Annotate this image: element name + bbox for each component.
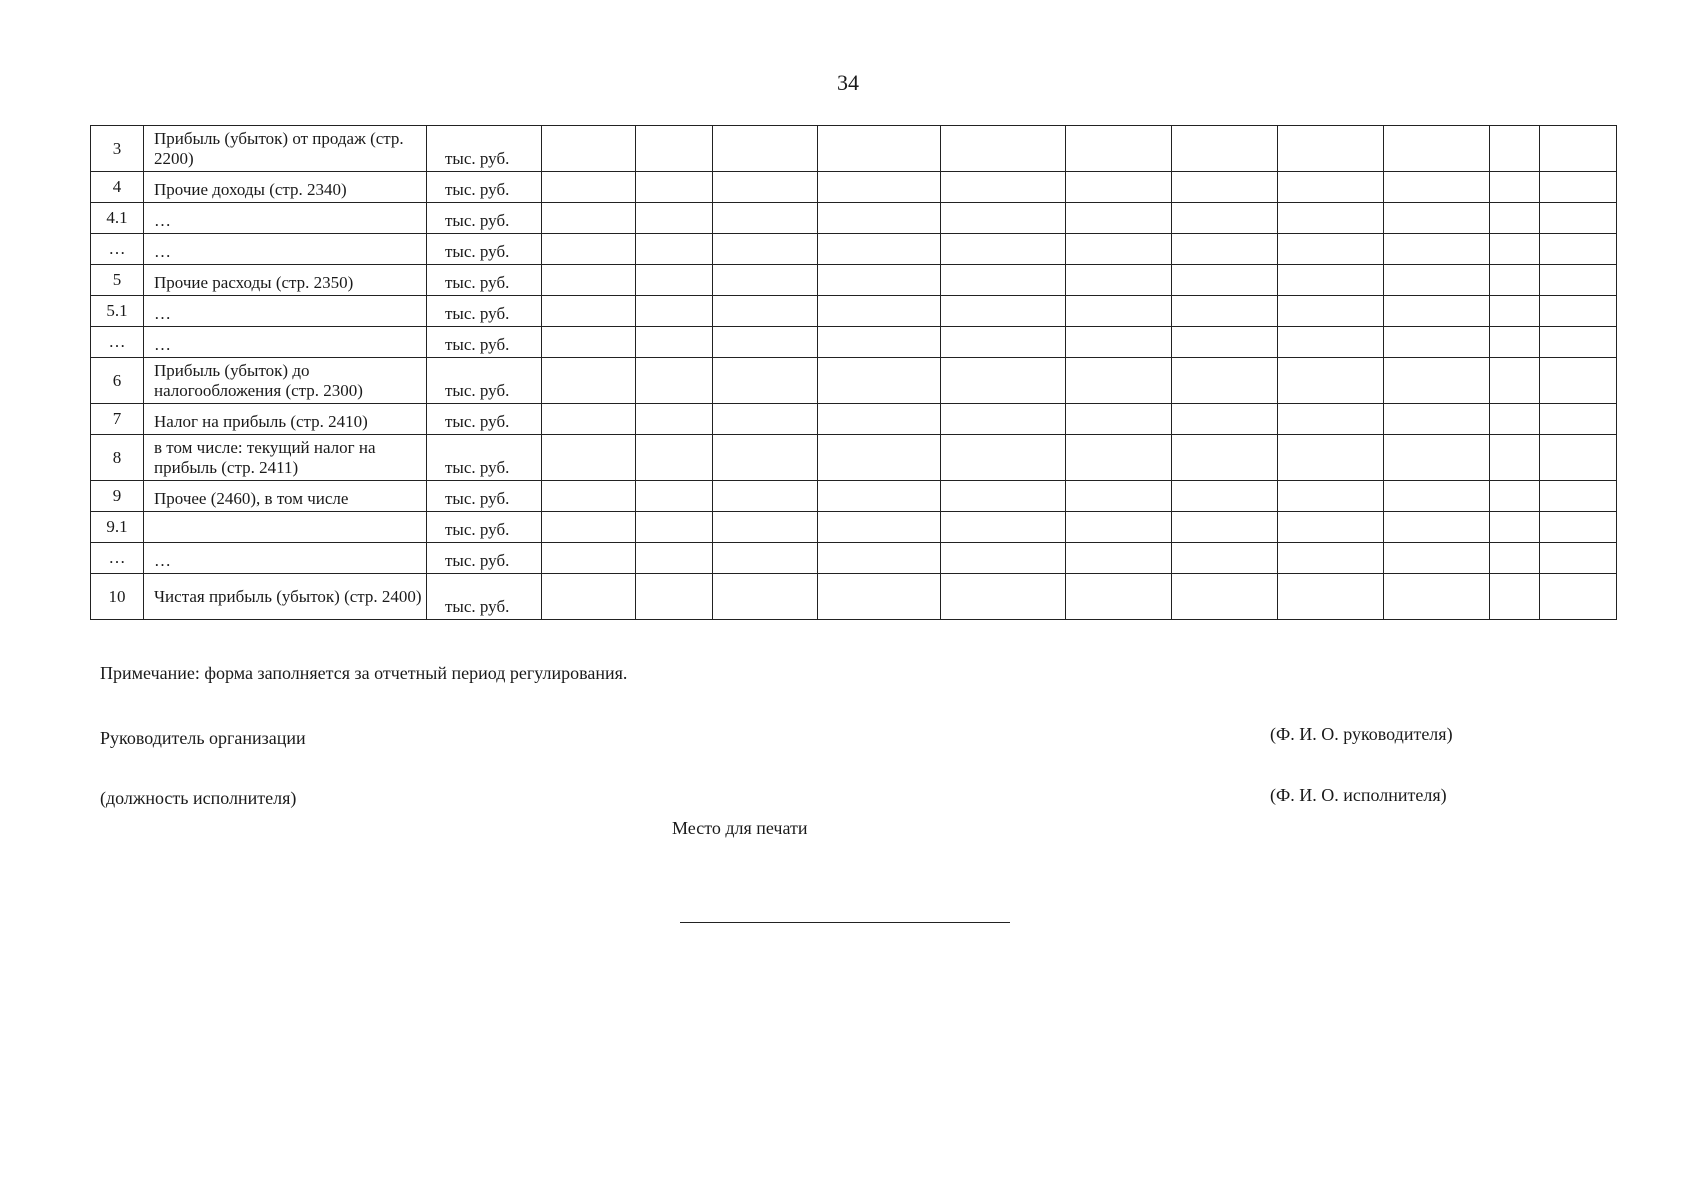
value-cell[interactable] — [1384, 126, 1490, 172]
row-number: … — [91, 327, 144, 358]
value-cell[interactable] — [941, 435, 1066, 481]
value-cell[interactable] — [713, 327, 818, 358]
value-cell[interactable] — [818, 296, 941, 327]
value-cell[interactable] — [1540, 265, 1617, 296]
value-cell[interactable] — [1384, 574, 1490, 620]
value-cell[interactable] — [1278, 172, 1384, 203]
value-cell[interactable] — [1278, 203, 1384, 234]
value-cell[interactable] — [636, 574, 713, 620]
value-cell[interactable] — [713, 574, 818, 620]
table-row — [91, 358, 1617, 404]
row-unit: тыс. руб. — [427, 327, 542, 358]
value-cell[interactable] — [1066, 574, 1172, 620]
table-row — [91, 512, 1617, 543]
value-cell[interactable] — [1540, 481, 1617, 512]
value-cell[interactable] — [1278, 327, 1384, 358]
row-unit: тыс. руб. — [427, 126, 542, 172]
value-cell[interactable] — [1172, 358, 1278, 404]
value-cell[interactable] — [1540, 327, 1617, 358]
table-row — [91, 296, 1617, 327]
value-cell[interactable] — [1384, 234, 1490, 265]
value-cell[interactable] — [1172, 126, 1278, 172]
value-cell[interactable] — [1490, 404, 1540, 435]
value-cell[interactable] — [1490, 126, 1540, 172]
value-cell[interactable] — [1540, 404, 1617, 435]
value-cell[interactable] — [818, 203, 941, 234]
table-row — [91, 435, 1617, 481]
value-cell[interactable] — [1490, 296, 1540, 327]
value-cell[interactable] — [636, 296, 713, 327]
signature-rule — [680, 922, 1010, 923]
value-cell[interactable] — [542, 296, 636, 327]
report-table — [90, 125, 1617, 620]
value-cell[interactable] — [1384, 296, 1490, 327]
value-cell[interactable] — [941, 126, 1066, 172]
value-cell[interactable] — [1172, 435, 1278, 481]
head-label: Руководитель организации — [100, 728, 306, 748]
value-cell[interactable] — [1172, 481, 1278, 512]
value-cell[interactable] — [542, 265, 636, 296]
row-number: 10 — [91, 574, 144, 620]
value-cell[interactable] — [1490, 574, 1540, 620]
value-cell[interactable] — [1066, 265, 1172, 296]
value-cell[interactable] — [713, 172, 818, 203]
value-cell[interactable] — [1172, 203, 1278, 234]
table-row — [91, 126, 1617, 172]
value-cell[interactable] — [941, 172, 1066, 203]
value-cell[interactable] — [1278, 404, 1384, 435]
value-cell[interactable] — [636, 358, 713, 404]
value-cell[interactable] — [1384, 203, 1490, 234]
value-cell[interactable] — [1172, 234, 1278, 265]
value-cell[interactable] — [713, 265, 818, 296]
value-cell[interactable] — [1172, 172, 1278, 203]
value-cell[interactable] — [1278, 296, 1384, 327]
value-cell[interactable] — [941, 574, 1066, 620]
value-cell[interactable] — [818, 172, 941, 203]
row-name: Прибыль (убыток) от продаж (стр. 2200) — [144, 126, 427, 172]
value-cell[interactable] — [818, 435, 941, 481]
value-cell[interactable] — [1384, 512, 1490, 543]
value-cell[interactable] — [1278, 435, 1384, 481]
value-cell[interactable] — [1490, 327, 1540, 358]
value-cell[interactable] — [1384, 404, 1490, 435]
value-cell[interactable] — [542, 404, 636, 435]
value-cell[interactable] — [1066, 327, 1172, 358]
value-cell[interactable] — [1066, 234, 1172, 265]
row-unit: тыс. руб. — [427, 265, 542, 296]
row-number: … — [91, 234, 144, 265]
value-cell[interactable] — [713, 435, 818, 481]
value-cell[interactable] — [1490, 358, 1540, 404]
row-unit: тыс. руб. — [427, 435, 542, 481]
head-name-placeholder: (Ф. И. О. руководителя) — [1270, 724, 1453, 744]
row-name: Прочее (2460), в том числе — [144, 481, 427, 512]
row-unit: тыс. руб. — [427, 404, 542, 435]
table-row — [91, 327, 1617, 358]
value-cell[interactable] — [818, 358, 941, 404]
table-row — [91, 481, 1617, 512]
value-cell[interactable] — [1490, 172, 1540, 203]
value-cell[interactable] — [1384, 543, 1490, 574]
row-name: … — [144, 327, 427, 358]
value-cell[interactable] — [1490, 543, 1540, 574]
row-number: 4.1 — [91, 203, 144, 234]
value-cell[interactable] — [1066, 543, 1172, 574]
row-name: Налог на прибыль (стр. 2410) — [144, 404, 427, 435]
value-cell[interactable] — [636, 404, 713, 435]
value-cell[interactable] — [1490, 481, 1540, 512]
value-cell[interactable] — [1066, 296, 1172, 327]
value-cell[interactable] — [636, 327, 713, 358]
row-name: … — [144, 203, 427, 234]
value-cell[interactable] — [818, 234, 941, 265]
value-cell[interactable] — [542, 358, 636, 404]
value-cell[interactable] — [636, 435, 713, 481]
value-cell[interactable] — [1540, 543, 1617, 574]
value-cell[interactable] — [1066, 512, 1172, 543]
table-body — [91, 126, 1617, 620]
row-name: … — [144, 234, 427, 265]
value-cell[interactable] — [1172, 265, 1278, 296]
value-cell[interactable] — [1540, 512, 1617, 543]
value-cell[interactable] — [818, 574, 941, 620]
table-row — [91, 543, 1617, 574]
value-cell[interactable] — [636, 203, 713, 234]
value-cell[interactable] — [1540, 358, 1617, 404]
value-cell[interactable] — [818, 265, 941, 296]
value-cell[interactable] — [941, 404, 1066, 435]
value-cell[interactable] — [1278, 574, 1384, 620]
row-number: 4 — [91, 172, 144, 203]
row-unit: тыс. руб. — [427, 512, 542, 543]
stamp-place: Место для печати — [672, 818, 808, 838]
value-cell[interactable] — [713, 481, 818, 512]
value-cell[interactable] — [1066, 404, 1172, 435]
executor-name-placeholder: (Ф. И. О. исполнителя) — [1270, 785, 1447, 805]
value-cell[interactable] — [542, 481, 636, 512]
value-cell[interactable] — [542, 512, 636, 543]
executor-position-placeholder: (должность исполнителя) — [100, 788, 297, 808]
table-row — [91, 574, 1617, 620]
value-cell[interactable] — [636, 126, 713, 172]
value-cell[interactable] — [1066, 126, 1172, 172]
row-unit: тыс. руб. — [427, 358, 542, 404]
value-cell[interactable] — [542, 435, 636, 481]
row-number: 9.1 — [91, 512, 144, 543]
table-row — [91, 265, 1617, 296]
row-name: Прочие доходы (стр. 2340) — [144, 172, 427, 203]
value-cell[interactable] — [1066, 172, 1172, 203]
row-name — [144, 512, 427, 543]
value-cell[interactable] — [941, 543, 1066, 574]
row-unit: тыс. руб. — [427, 574, 542, 620]
row-number: 7 — [91, 404, 144, 435]
value-cell[interactable] — [636, 172, 713, 203]
row-name: Чистая прибыль (убыток) (стр. 2400) — [144, 574, 427, 620]
value-cell[interactable] — [1490, 234, 1540, 265]
value-cell[interactable] — [1490, 435, 1540, 481]
value-cell[interactable] — [1278, 126, 1384, 172]
value-cell[interactable] — [1278, 265, 1384, 296]
value-cell[interactable] — [1172, 404, 1278, 435]
row-name: в том числе: текущий налог на прибыль (стр. 2411) — [144, 435, 427, 481]
value-cell[interactable] — [818, 404, 941, 435]
value-cell[interactable] — [1490, 512, 1540, 543]
value-cell[interactable] — [636, 234, 713, 265]
page-number: 34 — [837, 70, 859, 95]
form-note: Примечание: форма заполняется за отчетный период регулирования. — [100, 663, 628, 683]
value-cell[interactable] — [713, 126, 818, 172]
value-cell[interactable] — [1172, 296, 1278, 327]
value-cell[interactable] — [542, 203, 636, 234]
value-cell[interactable] — [1540, 574, 1617, 620]
value-cell[interactable] — [941, 265, 1066, 296]
value-cell[interactable] — [636, 265, 713, 296]
row-number: 6 — [91, 358, 144, 404]
value-cell[interactable] — [941, 234, 1066, 265]
value-cell[interactable] — [1278, 543, 1384, 574]
value-cell[interactable] — [941, 481, 1066, 512]
row-name: Прибыль (убыток) до налогообложения (стр. 2300) — [144, 358, 427, 404]
value-cell[interactable] — [1540, 126, 1617, 172]
value-cell[interactable] — [713, 358, 818, 404]
row-unit: тыс. руб. — [427, 172, 542, 203]
value-cell[interactable] — [542, 327, 636, 358]
row-number: 8 — [91, 435, 144, 481]
value-cell[interactable] — [1066, 358, 1172, 404]
row-name: … — [144, 296, 427, 327]
value-cell[interactable] — [1172, 512, 1278, 543]
value-cell[interactable] — [941, 358, 1066, 404]
value-cell[interactable] — [1066, 435, 1172, 481]
value-cell[interactable] — [818, 327, 941, 358]
value-cell[interactable] — [713, 543, 818, 574]
row-number: 3 — [91, 126, 144, 172]
value-cell[interactable] — [818, 543, 941, 574]
table-row — [91, 203, 1617, 234]
value-cell[interactable] — [1278, 234, 1384, 265]
row-number: … — [91, 543, 144, 574]
value-cell[interactable] — [1384, 358, 1490, 404]
value-cell[interactable] — [941, 296, 1066, 327]
row-name: Прочие расходы (стр. 2350) — [144, 265, 427, 296]
value-cell[interactable] — [1384, 265, 1490, 296]
value-cell[interactable] — [542, 543, 636, 574]
row-unit: тыс. руб. — [427, 203, 542, 234]
value-cell[interactable] — [1384, 435, 1490, 481]
value-cell[interactable] — [818, 126, 941, 172]
value-cell[interactable] — [542, 234, 636, 265]
row-number: 9 — [91, 481, 144, 512]
value-cell[interactable] — [713, 234, 818, 265]
value-cell[interactable] — [941, 512, 1066, 543]
value-cell[interactable] — [1540, 296, 1617, 327]
row-unit: тыс. руб. — [427, 481, 542, 512]
value-cell[interactable] — [636, 512, 713, 543]
value-cell[interactable] — [1490, 203, 1540, 234]
row-unit: тыс. руб. — [427, 543, 542, 574]
value-cell[interactable] — [941, 327, 1066, 358]
value-cell[interactable] — [636, 543, 713, 574]
value-cell[interactable] — [636, 481, 713, 512]
value-cell[interactable] — [1066, 203, 1172, 234]
value-cell[interactable] — [1172, 543, 1278, 574]
value-cell[interactable] — [1540, 203, 1617, 234]
value-cell[interactable] — [542, 126, 636, 172]
value-cell[interactable] — [1540, 172, 1617, 203]
row-number: 5 — [91, 265, 144, 296]
value-cell[interactable] — [1066, 481, 1172, 512]
value-cell[interactable] — [542, 172, 636, 203]
table-row — [91, 172, 1617, 203]
value-cell[interactable] — [1278, 358, 1384, 404]
value-cell[interactable] — [1384, 172, 1490, 203]
value-cell[interactable] — [542, 574, 636, 620]
value-cell[interactable] — [713, 296, 818, 327]
value-cell[interactable] — [1278, 481, 1384, 512]
row-number: 5.1 — [91, 296, 144, 327]
value-cell[interactable] — [1278, 512, 1384, 543]
row-name: … — [144, 543, 427, 574]
row-unit: тыс. руб. — [427, 234, 542, 265]
table-row — [91, 404, 1617, 435]
value-cell[interactable] — [1540, 234, 1617, 265]
value-cell[interactable] — [713, 512, 818, 543]
value-cell[interactable] — [818, 481, 941, 512]
value-cell[interactable] — [1384, 327, 1490, 358]
value-cell[interactable] — [1172, 327, 1278, 358]
value-cell[interactable] — [1490, 265, 1540, 296]
value-cell[interactable] — [1384, 481, 1490, 512]
value-cell[interactable] — [713, 404, 818, 435]
value-cell[interactable] — [1172, 574, 1278, 620]
row-unit: тыс. руб. — [427, 296, 542, 327]
value-cell[interactable] — [941, 203, 1066, 234]
value-cell[interactable] — [1540, 435, 1617, 481]
table-row — [91, 234, 1617, 265]
value-cell[interactable] — [818, 512, 941, 543]
value-cell[interactable] — [713, 203, 818, 234]
